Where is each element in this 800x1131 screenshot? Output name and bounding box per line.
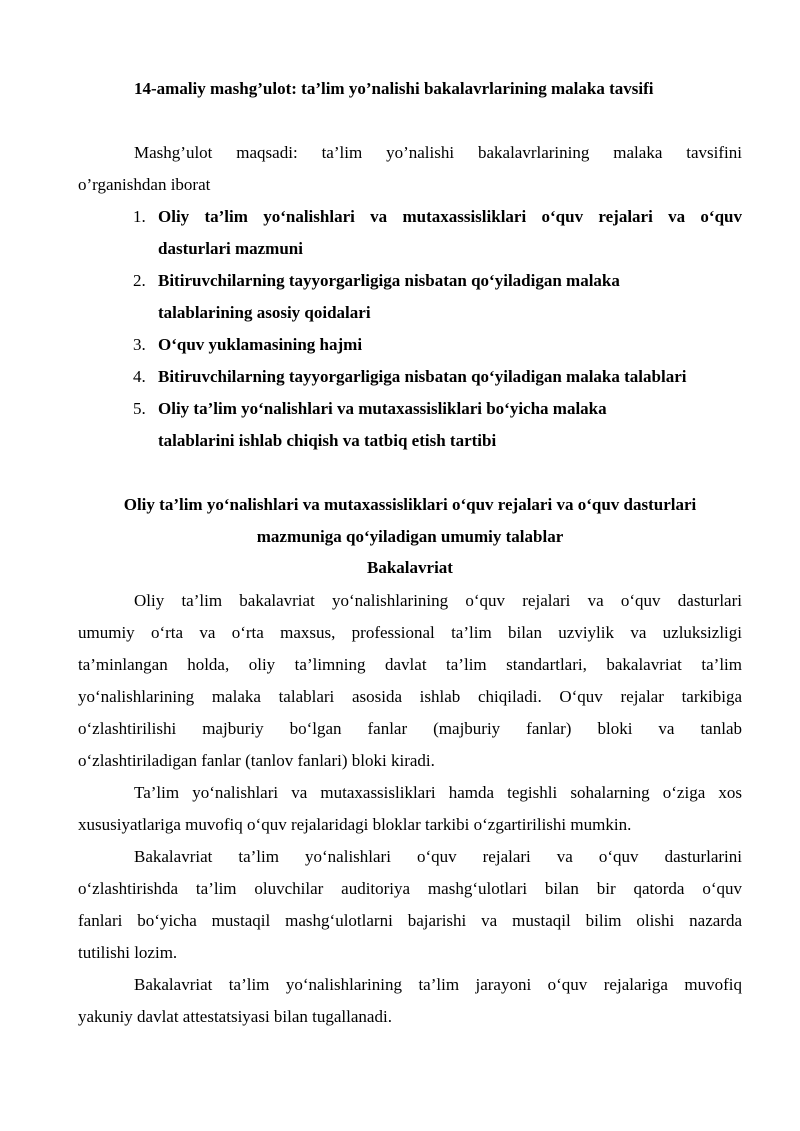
topics-list bbox=[78, 201, 742, 457]
topic-number: 5. bbox=[133, 399, 146, 418]
topic-number: 2. bbox=[133, 271, 146, 290]
section-heading bbox=[78, 489, 742, 553]
topic-number: 3. bbox=[133, 335, 146, 354]
paragraph-line: o‘zlashtirilishi majburiy bo‘lgan fanlar (majburiy fanlar) bloki va tanlab bbox=[78, 719, 742, 738]
topic-line: talablarining asosiy qoidalari bbox=[158, 303, 371, 322]
topic-item-2 bbox=[78, 265, 742, 329]
paragraph-line: Ta’lim yo‘nalishlari va mutaxassisliklari hamda tegishli sohalarning o‘ziga xos bbox=[134, 783, 742, 802]
topic-line: Oliy ta’lim yo‘nalishlari va mutaxassisliklari bo‘yicha malaka bbox=[158, 399, 607, 418]
paragraph-line: Bakalavriat ta’lim yo‘nalishlarining ta’lim jarayoni o‘quv rejalariga muvofiq bbox=[134, 975, 742, 994]
paragraph-line: umumiy o‘rta va o‘rta maxsus, professional ta’lim bilan uzviylik va uzluksizligi bbox=[78, 623, 742, 642]
sub-heading: Bakalavriat bbox=[367, 558, 453, 577]
topic-number: 1. bbox=[133, 207, 146, 226]
paragraph-line: fanlari bo‘yicha mustaqil mashg‘ulotlarni bajarishi va mustaqil bilim olishi nazarda bbox=[78, 911, 742, 930]
topic-line: Oliy ta’lim yo‘nalishlari va mutaxassisliklari o‘quv rejalari va o‘quv bbox=[158, 207, 742, 226]
paragraph-3 bbox=[78, 841, 742, 969]
paragraph-line: tutilishi lozim. bbox=[78, 943, 178, 962]
paragraph-line: xususiyatlariga muvofiq o‘quv rejalaridagi bloklar tarkibi o‘zgartirilishi mumkin. bbox=[78, 815, 632, 834]
topic-line: Bitiruvchilarning tayyorgarligiga nisbatan qo‘yiladigan malaka bbox=[158, 271, 620, 290]
practice-title: 14-amaliy mashg’ulot: ta’lim yo’nalishi bakalavrlarining malaka tavsifi bbox=[134, 79, 654, 98]
paragraph-2 bbox=[78, 777, 742, 841]
topic-item-5 bbox=[78, 393, 742, 457]
paragraph-line: Oliy ta’lim bakalavriat yo‘nalishlarining o‘quv rejalari va o‘quv dasturlari bbox=[134, 591, 742, 610]
document-content bbox=[78, 73, 742, 1033]
topic-item-4 bbox=[78, 361, 742, 393]
topic-number: 4. bbox=[133, 367, 146, 386]
topic-line: talablarini ishlab chiqish va tatbiq etish tartibi bbox=[158, 431, 497, 450]
topic-line: Bitiruvchilarning tayyorgarligiga nisbatan qo‘yiladigan malaka talablari bbox=[158, 367, 687, 386]
paragraph-line: ta’minlangan holda, oliy ta’limning davlat ta’lim standartlari, bakalavriat ta’lim bbox=[78, 655, 742, 674]
paragraph-line: yakuniy davlat attestatsiyasi bilan tugallanadi. bbox=[78, 1007, 392, 1026]
topic-line: O‘quv yuklamasining hajmi bbox=[158, 335, 363, 354]
purpose-block bbox=[78, 137, 742, 201]
paragraph-line: o‘zlashtiriladigan fanlar (tanlov fanlari) bloki kiradi. bbox=[78, 751, 435, 770]
paragraph-line: Bakalavriat ta’lim yo‘nalishlari o‘quv rejalari va o‘quv dasturlarini bbox=[134, 847, 742, 866]
section-heading-line-2: mazmuniga qo‘yiladigan umumiy talablar bbox=[256, 527, 564, 546]
paragraph-1 bbox=[78, 585, 742, 777]
purpose-line-2: o’rganishdan iborat bbox=[78, 175, 211, 194]
paragraph-4 bbox=[78, 969, 742, 1033]
paragraph-line: o‘zlashtirishda ta’lim oluvchilar auditoriya mashg‘ulotlari bilan bir qatorda o‘quv bbox=[78, 879, 742, 898]
section-heading-line-1: Oliy ta’lim yo‘nalishlari va mutaxassisliklari o‘quv rejalari va o‘quv dasturlari bbox=[123, 495, 697, 514]
topic-item-3 bbox=[78, 329, 742, 361]
paragraph-line: yo‘nalishlarining malaka talablari asosida ishlab chiqiladi. O‘quv rejalar tarkibiga bbox=[78, 687, 742, 706]
purpose-line-1: Mashg’ulot maqsadi: ta’lim yo’nalishi bakalavrlarining malaka tavsifini bbox=[134, 143, 742, 162]
topic-item-1 bbox=[78, 201, 742, 265]
topic-line: dasturlari mazmuni bbox=[158, 239, 303, 258]
